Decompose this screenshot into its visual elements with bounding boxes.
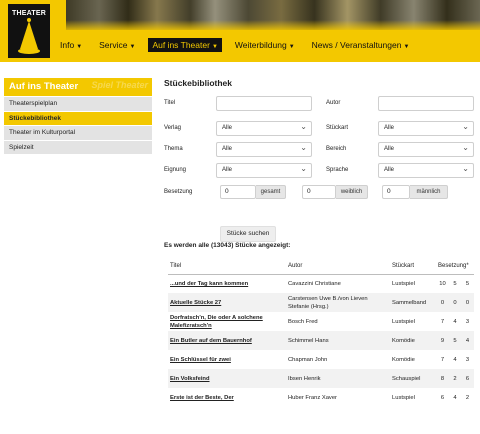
row-title-link[interactable]: ...und der Tag kann kommen: [170, 280, 249, 287]
main-content: [164, 78, 476, 401]
sprache-label: Sprache: [326, 167, 349, 173]
nav-item-news[interactable]: News / Veranstaltungen ▼: [311, 40, 410, 50]
nav-item-info[interactable]: Info ▼: [60, 40, 83, 50]
row-author: Bosch Fred: [288, 318, 318, 325]
row-female: 2: [449, 369, 461, 388]
sidebar-item-stueckebibliothek[interactable]: Stückebibliothek: [4, 111, 152, 126]
sidebar-item-kulturportal[interactable]: Theater im Kulturportal: [4, 125, 152, 140]
row-female: 5: [453, 280, 457, 287]
nav-item-weiterbildung[interactable]: Weiterbildung ▼: [234, 40, 295, 50]
col-header-stueckart[interactable]: Stückart: [390, 258, 436, 274]
bereich-label: Bereich: [326, 146, 347, 152]
row-author: Chapman John: [288, 356, 328, 363]
row-male: 3: [465, 356, 470, 363]
row-title-link[interactable]: Ein Butler auf dem Bauernhof: [168, 331, 286, 350]
row-author: Cavazzini Christiane: [288, 280, 341, 287]
row-type: Schauspiel: [390, 369, 436, 388]
stueckart-label: Stückart: [326, 125, 349, 131]
table-row: [168, 350, 474, 369]
autor-label: Autor: [326, 100, 341, 106]
row-male: 0: [461, 293, 474, 312]
row-male: 3: [465, 318, 470, 325]
verlag-select[interactable]: Alle ⌄: [216, 121, 312, 136]
row-total: 7: [440, 318, 445, 325]
row-total: 10: [439, 280, 446, 287]
row-male: 2: [465, 394, 470, 401]
col-header-titel[interactable]: Titel: [168, 258, 286, 274]
row-title-link[interactable]: Ein Schlüssel für zwei: [170, 356, 231, 363]
main-nav: [56, 38, 422, 52]
row-title-link[interactable]: Dorfratsch'n, Die oder A solchene Malefizratsch'n: [170, 314, 263, 329]
eignung-label: Eignung: [164, 167, 187, 173]
row-total: 8: [436, 369, 449, 388]
row-title-link[interactable]: Ein Volksfeind: [168, 369, 286, 388]
thema-select[interactable]: Alle ⌄: [216, 142, 312, 157]
row-title-link[interactable]: Aktuelle Stücke 27: [168, 293, 286, 312]
row-author: Carstensen Uwe B./von Lieven Stefanie (Hrsg.): [286, 293, 390, 312]
results-table: [168, 258, 474, 407]
row-total: 0: [436, 293, 449, 312]
table-row: [168, 388, 474, 407]
sidebar-header: [4, 78, 152, 96]
row-female: 4: [453, 356, 457, 363]
sidebar-item-spielzeit[interactable]: Spielzeit: [4, 140, 152, 155]
sidebar-item-theaterspielplan[interactable]: Theaterspielplan: [4, 96, 152, 111]
col-header-besetzung[interactable]: Besetzung*: [436, 258, 474, 274]
spotlight-beam-icon: [20, 21, 38, 49]
stueckart-select[interactable]: Alle ⌄: [378, 121, 474, 136]
table-row: [168, 312, 474, 331]
table-row: [168, 293, 474, 312]
maennlich-input[interactable]: 0: [382, 185, 410, 199]
weiblich-input[interactable]: 0: [302, 185, 336, 199]
row-author: Schimmel Hans: [286, 331, 390, 350]
row-title-link[interactable]: Erste ist der Beste, Der: [170, 394, 234, 401]
row-total: 7: [440, 356, 445, 363]
caret-down-icon: ▼: [288, 44, 295, 50]
caret-down-icon: ▼: [76, 44, 83, 50]
table-row: [168, 274, 474, 293]
bereich-select[interactable]: Alle ⌄: [378, 142, 474, 157]
row-female: 4: [453, 394, 457, 401]
row-male: 5: [465, 280, 470, 287]
row-type: Lustspiel: [392, 318, 415, 325]
sidebar-title-watermark: Spiel Theater: [91, 80, 148, 90]
sidebar-title: Auf ins Theater: [9, 81, 79, 92]
table-row: [168, 331, 474, 350]
result-count: Es werden alle (13043) Stücke angezeigt:: [164, 242, 291, 249]
logo-text: THEATER: [12, 10, 46, 17]
maennlich-addon: männlich: [410, 185, 448, 199]
table-row: [168, 369, 474, 388]
row-male: 6: [461, 369, 474, 388]
site-logo[interactable]: [8, 4, 50, 58]
weiblich-addon: weiblich: [336, 185, 368, 199]
gesamt-addon: gesamt: [256, 185, 286, 199]
caret-down-icon: ▼: [211, 44, 218, 50]
row-total: 6: [440, 394, 445, 401]
row-total: 9: [436, 331, 449, 350]
gesamt-input[interactable]: 0: [220, 185, 256, 199]
thema-label: Thema: [164, 146, 183, 152]
row-author: Ibsen Henrik: [286, 369, 390, 388]
nav-item-auf-ins-theater[interactable]: Auf ins Theater ▼: [148, 38, 221, 52]
titel-label: Titel: [164, 100, 176, 106]
nav-item-service[interactable]: Service ▼: [99, 40, 136, 50]
row-type: Komödie: [392, 356, 415, 363]
row-type: Sammelband: [390, 293, 436, 312]
sidebar: [4, 78, 152, 154]
caret-down-icon: ▼: [403, 44, 410, 50]
row-type: Lustspiel: [392, 394, 415, 401]
col-header-autor[interactable]: Autor: [286, 258, 390, 274]
site-header: [0, 0, 480, 62]
table-header-row: [168, 258, 474, 274]
titel-input[interactable]: [216, 96, 312, 111]
row-author: Huber Franz Xaver: [288, 394, 337, 401]
search-button[interactable]: Stücke suchen: [220, 226, 276, 242]
row-female: 0: [449, 293, 461, 312]
verlag-label: Verlag: [164, 125, 182, 131]
besetzung-label: Besetzung: [164, 189, 193, 195]
row-male: 4: [461, 331, 474, 350]
caret-down-icon: ▼: [129, 44, 136, 50]
sprache-select[interactable]: Alle ⌄: [378, 163, 474, 178]
row-female: 4: [453, 318, 457, 325]
page-title: Stückebibliothek: [164, 78, 233, 88]
row-female: 5: [449, 331, 461, 350]
eignung-select[interactable]: Alle ⌄: [216, 163, 312, 178]
row-type: Komödie: [390, 331, 436, 350]
row-type: Lustspiel: [392, 280, 415, 287]
autor-input[interactable]: [378, 96, 474, 111]
